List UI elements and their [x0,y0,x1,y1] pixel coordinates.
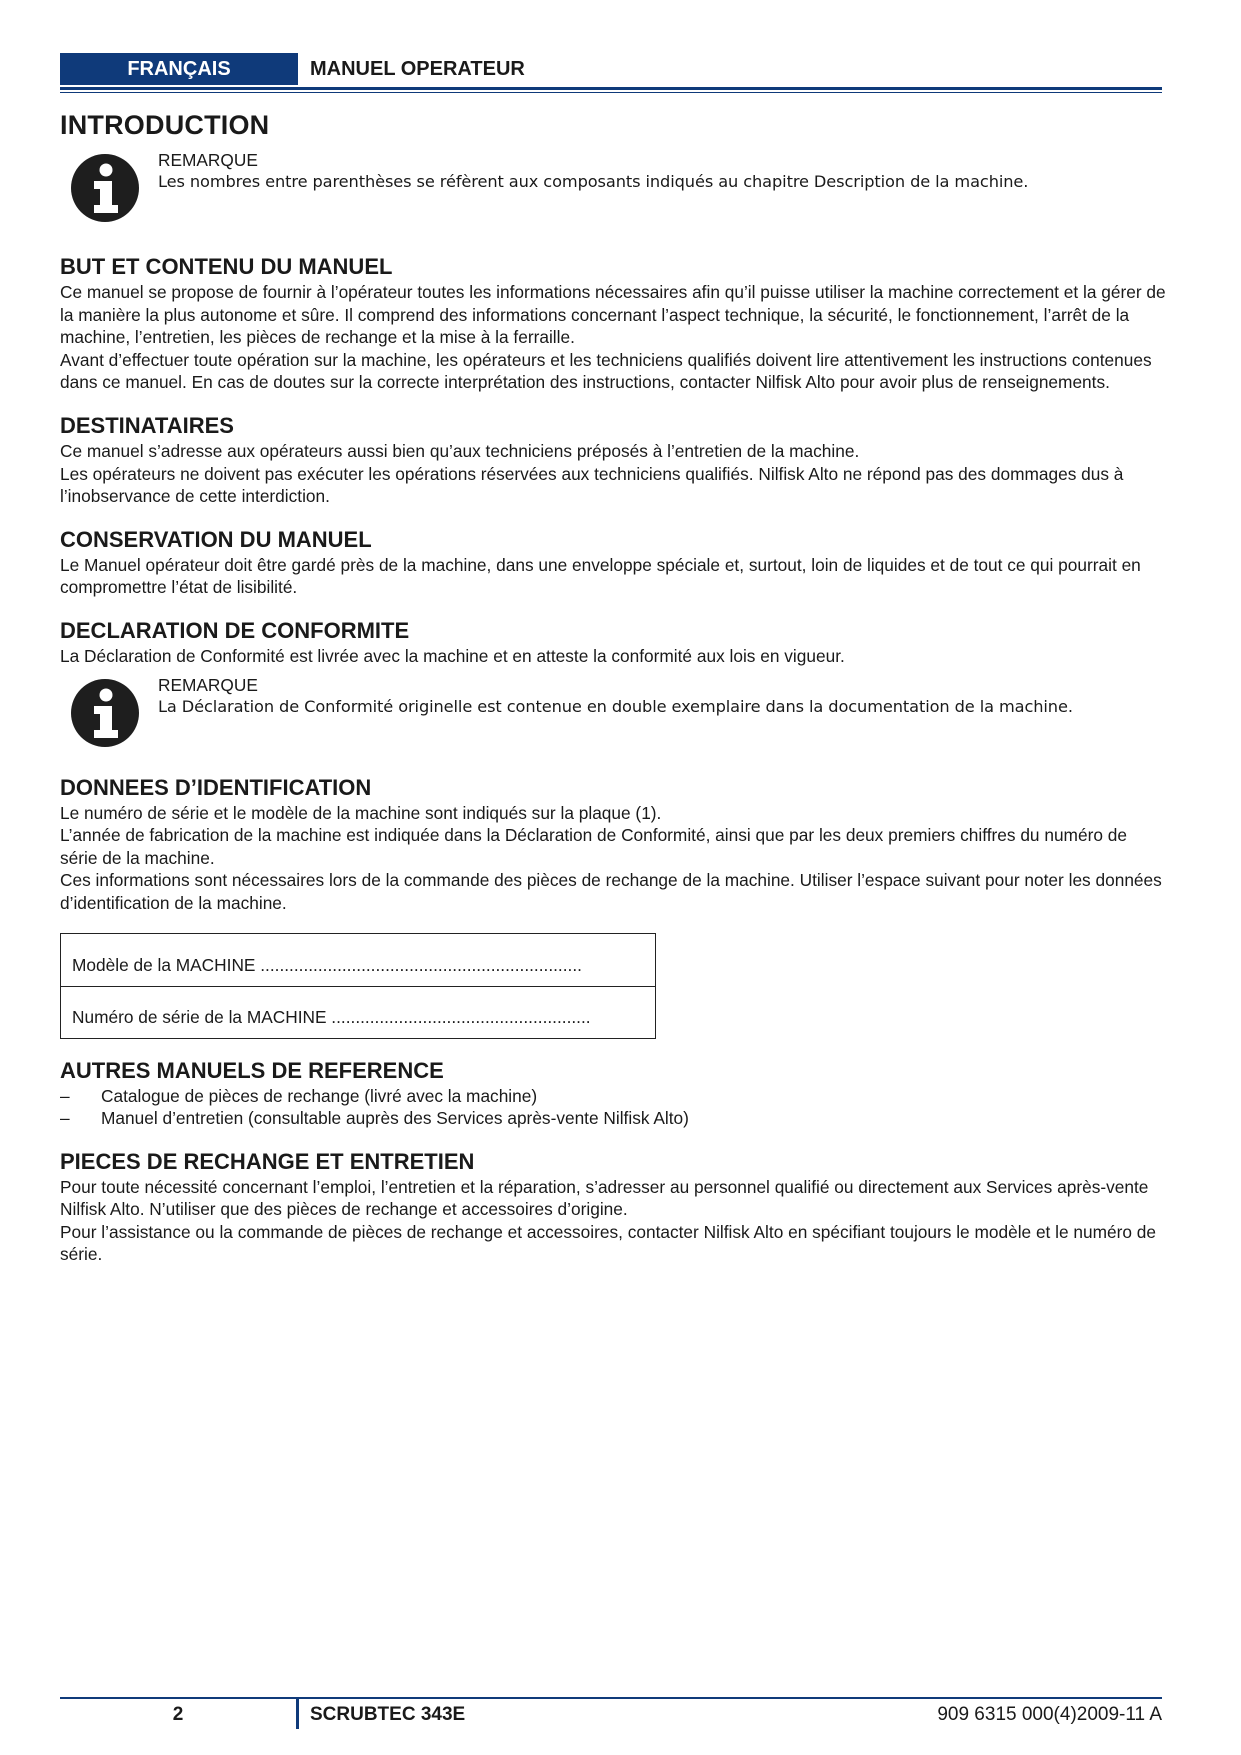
section-autres [60,1057,1166,1130]
page-content [60,110,1166,1266]
list-item [60,1085,1166,1108]
list-item [60,1107,1166,1130]
identification-table [60,933,656,1039]
section-heading: AUTRES MANUELS DE REFERENCE [60,1057,444,1083]
header-rule [60,87,1162,90]
section-declaration [60,617,1166,748]
list-item-text: Catalogue de pièces de rechange (livré avec la machine) [101,1085,538,1106]
paragraph: Ces informations sont nécessaires lors de la commande des pièces de rechange de la machine. Utiliser l’espace suivant pour noter les données d’identification de la machine. [60,870,1162,913]
note-body [158,674,1073,718]
section-pieces [60,1148,1166,1266]
list-dash: – [60,1108,70,1129]
footer-separator [296,1697,299,1729]
paragraph: La Déclaration de Conformité est livrée avec la machine et en atteste la conformité aux lois en vigueur. [60,645,845,666]
footer-rule [60,1697,1162,1699]
paragraph: Les opérateurs ne doivent pas exécuter les opérations réservées aux techniciens qualifiés. Nilfisk Alto ne répond pas des dommages dus à l’inobservance de cette interdiction. [60,463,1124,507]
introduction-heading: INTRODUCTION [60,110,270,140]
paragraph: Ce manuel s’adresse aux opérateurs aussi bien qu’aux techniciens préposés à l’entretien de la machine. [60,440,860,461]
section-heading: DESTINATAIRES [60,412,234,438]
paragraph: Ce manuel se propose de fournir à l’opérateur toutes les informations nécessaires afin qu’il puisse utiliser la machine correctement et la gérer de la manière la plus autonome et sûre. Il comprend des informations concernant l’aspect technique, la sécurité, le fonctionnement, l’arrêt de la machine, l’entretien, les pièces de rechange et la mise à la ferraille. [60,282,1166,348]
paragraph: L’année de fabrication de la machine est indiquée dans la Déclaration de Conformité, ainsi que par les deux premiers chiffres du numéro de série de la machine. [60,825,1127,868]
note-title: REMARQUE [158,150,258,170]
declaration-note [60,674,1166,748]
section-heading: DECLARATION DE CONFORMITE [60,617,410,643]
note-text: La Déclaration de Conformité originelle est contenue en double exemplaire dans la documentation de la machine. [158,696,1073,716]
intro-note [60,149,1166,223]
section-identification [60,774,1166,1039]
note-title: REMARQUE [158,674,258,695]
section-heading: CONSERVATION DU MANUEL [60,526,372,552]
paragraph: Le Manuel opérateur doit être gardé près de la machine, dans une enveloppe spéciale et, surtout, loin de liquides et de tout ce qui pourrait en compromettre l’état de lisibilité. [60,554,1141,598]
section-heading: PIECES DE RECHANGE ET ENTRETIEN [60,1148,475,1174]
note-body [158,149,1028,193]
page-number: 2 [172,1704,184,1725]
paragraph: Pour l’assistance ou la commande de pièces de rechange et accessoires, contacter Nilfisk Alto en spécifiant toujours le modèle et le numéro de série. [60,1221,1157,1265]
page-header [60,53,1162,85]
paragraph: Pour toute nécessité concernant l’emploi, l’entretien et la réparation, s’adresser au personnel qualifié ou directement aux Services après-vente Nilfisk Alto. N’utiliser que des pièces de rechange et accessoires d’origine. [60,1176,1149,1220]
language-tab: FRANÇAIS [60,53,298,85]
section-heading: DONNEES D’IDENTIFICATION [60,774,372,800]
serial-field: Numéro de série de la MACHINE ...................................................... [61,986,655,1038]
section-heading: BUT ET CONTENU DU MANUEL [60,254,393,279]
manual-title: MANUEL OPERATEUR [310,58,525,80]
section-destinataires [60,412,1166,508]
footer-doc-code: 909 6315 000(4)2009-11 A [937,1704,1162,1725]
list-dash: – [60,1085,70,1106]
note-text: Les nombres entre parenthèses se réfèrent aux composants indiqués au chapitre Description de la machine. [158,172,1029,191]
section-conservation [60,526,1166,599]
model-field: Modèle de la MACHINE ................................................................... [72,954,582,975]
footer-model: SCRUBTEC 343E [310,1704,466,1725]
paragraph: Le numéro de série et le modèle de la machine sont indiqués sur la plaque (1). [60,802,662,823]
section-but [60,253,1166,394]
paragraph: Avant d’effectuer toute opération sur la machine, les opérateurs et les techniciens qualifiés doivent lire attentivement les instructions contenues dans ce manuel. En cas de doutes sur la correcte interprétation des instructions, contacter Nilfisk Alto pour avoir plus de renseignements. [60,349,1152,393]
info-icon [70,678,140,748]
info-icon [70,153,140,223]
header-rule-thin [60,92,1162,93]
list-item-text: Manuel d’entretien (consultable auprès des Services après-vente Nilfisk Alto) [101,1108,689,1129]
